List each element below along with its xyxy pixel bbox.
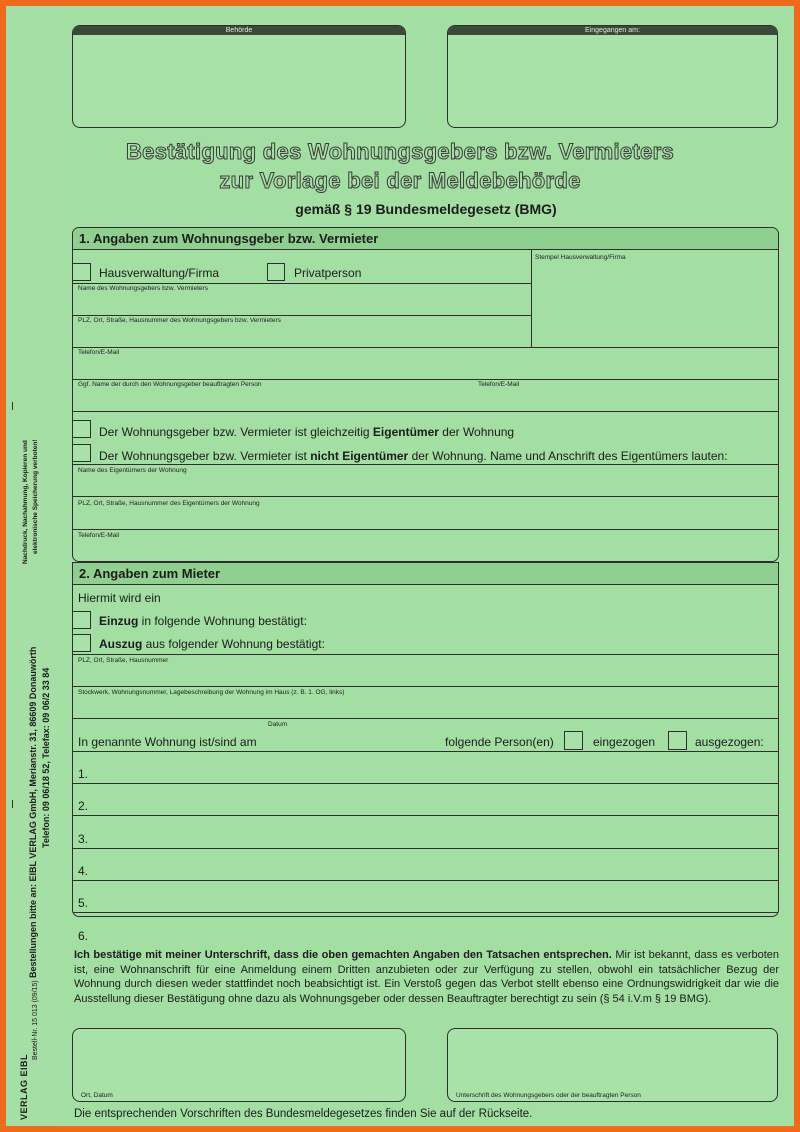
management-option-label: Hausverwaltung/Firma — [99, 266, 220, 280]
copyright-line-2: elektronische Speicherung verboten! — [32, 439, 39, 554]
title-line-2: zur Vorlage bei der Meldebehörde — [219, 168, 581, 193]
subtitle: gemäß § 19 Bundesmeldegesetz (BMG) — [295, 201, 557, 217]
received-label: Eingegangen am: — [448, 26, 777, 35]
owner-address-label: PLZ, Ort, Straße, Hausnummer des Eigentümers der Wohnung — [78, 500, 260, 507]
declaration-text: Ich bestätige mit meiner Unterschrift, dass die oben gemachten Angaben den Tatsachen entsprechen. Mir ist bekannt, dass es verboten ist, eine Wohnanschrift für eine Anmeldung einem Dritten anzubieten oder zur Verfügung zu stellen, obwohl ein tatsächlicher Bezug der Wohnung durch diesen weder stattfindet noch beabsichtigt ist. Ein Verstoß gegen das Verbot stellt ebenso eine Ordnungswidrigkeit dar wie die Ausstellung dieser Bestätigung ohne dazu als Wohnungsgeber oder dessen Beauftragter berechtigt zu sein (§ 54 i.V.m § 19 BMG). — [74, 949, 780, 1005]
divider — [73, 411, 778, 412]
divider — [73, 848, 778, 849]
person-row-3-field[interactable] — [95, 817, 778, 846]
person-row-number: 2. — [78, 799, 89, 813]
flat-floor-label: Stockwerk, Wohnungsnummer, Lagebeschreibung der Wohnung im Haus (z. B. 1. OG, links) — [78, 689, 345, 696]
flat-floor-field[interactable] — [73, 696, 778, 718]
divider — [73, 718, 778, 719]
agent-name-label: Ggf. Name der durch den Wohnungsgeber beauftragten Person — [78, 381, 262, 388]
owner-phone-label: Telefon/E-Mail — [78, 532, 120, 539]
landlord-address-label: PLZ, Ort, Straße, Hausnummer des Wohnungsgebers bzw. Vermieters — [78, 317, 281, 324]
divider — [73, 283, 531, 284]
divider — [73, 815, 778, 816]
divider — [73, 783, 778, 784]
person-row-4-field[interactable] — [95, 850, 778, 879]
copyright-line-1: Nachdruck, Nachahmung, Kopieren und — [22, 440, 29, 564]
person-row-number: 3. — [78, 832, 89, 846]
divider — [73, 379, 778, 380]
divider — [73, 654, 778, 655]
divider — [73, 496, 778, 497]
person-row-number: 6. — [78, 929, 89, 943]
landlord-name-field[interactable] — [73, 292, 531, 314]
person-row-number: 4. — [78, 864, 89, 878]
move-out-checkbox[interactable] — [73, 634, 91, 652]
order-number: Bestell-Nr. 15 013 (09/15) — [32, 980, 39, 1060]
divider — [73, 529, 778, 530]
stamp-label: Stempel Hausverwaltung/Firma — [535, 254, 626, 261]
move-in-checkbox[interactable] — [73, 611, 91, 629]
person-row-2-field[interactable] — [95, 785, 778, 814]
fold-mark — [12, 800, 13, 808]
date-label: Datum — [268, 721, 288, 728]
owner-yes-checkbox[interactable] — [73, 420, 91, 438]
authority-box[interactable] — [72, 25, 406, 128]
section-tenant-title: 2. Angaben zum Mieter — [73, 563, 778, 585]
person-row-number: 5. — [78, 896, 89, 910]
stamp-divider — [531, 250, 532, 348]
divider — [73, 686, 778, 687]
owner-yes-text: Der Wohnungsgeber bzw. Vermieter ist gleichzeitig Eigentümer der Wohnung — [99, 425, 515, 439]
footer-note: Die entsprechenden Vorschriften des Bundesmeldegesetzes finden Sie auf der Rückseite. — [74, 1108, 533, 1120]
divider — [73, 912, 778, 913]
owner-name-field[interactable] — [73, 474, 778, 496]
landlord-phone-field[interactable] — [73, 356, 778, 378]
order-line-1: Bestellungen bitte an: EIBL VERLAG GmbH, Merianstr. 31, 86609 Donauwörth — [28, 646, 38, 978]
flat-address-label: PLZ, Ort, Straße, Hausnummer — [78, 657, 169, 664]
divider — [73, 315, 531, 316]
title-line-1: Bestätigung des Wohnungsgebers bzw. Vermieters — [125, 139, 675, 164]
person-row-6-field[interactable] — [95, 914, 778, 942]
authority-label: Behörde — [73, 26, 405, 35]
management-checkbox[interactable] — [73, 263, 91, 281]
private-person-option-label: Privatperson — [294, 266, 362, 280]
place-date-box[interactable] — [72, 1028, 406, 1102]
owner-name-label: Name des Eigentümers der Wohnung — [78, 467, 187, 474]
flat-address-field[interactable] — [73, 664, 778, 686]
person-row-number: 1. — [78, 767, 89, 781]
owner-phone-field[interactable] — [73, 539, 778, 561]
divider — [73, 347, 778, 348]
order-line-2: Telefon: 09 06/18 52, Telefax: 09 06/2 33 84 — [41, 667, 51, 848]
divider — [73, 751, 778, 752]
divider — [73, 464, 778, 465]
signature-box[interactable] — [447, 1028, 778, 1102]
landlord-address-field[interactable] — [73, 324, 531, 346]
moved-out-label: ausgezogen: — [695, 735, 764, 749]
publisher-logo: VERLAG EIBL — [19, 1053, 29, 1120]
place-date-label: Ort, Datum — [81, 1092, 113, 1099]
divider — [73, 880, 778, 881]
moved-in-checkbox[interactable] — [564, 731, 583, 750]
date-field[interactable] — [265, 729, 435, 749]
tenant-intro: Hiermit wird ein — [78, 591, 161, 605]
person-row-5-field[interactable] — [95, 882, 778, 911]
agent-phone-label: Telefon/E-Mail — [478, 381, 520, 388]
fold-mark — [12, 402, 13, 410]
landlord-phone-label: Telefon/E-Mail — [78, 349, 120, 356]
landlord-name-label: Name des Wohnungsgebers bzw. Vermieters — [78, 285, 208, 292]
owner-no-checkbox[interactable] — [73, 444, 91, 462]
move-in-text: Einzug in folgende Wohnung bestätigt: — [99, 614, 307, 628]
move-out-text: Auszug aus folgender Wohnung bestätigt: — [99, 637, 325, 651]
private-person-checkbox[interactable] — [267, 263, 285, 281]
persons-mid: folgende Person(en) — [445, 735, 554, 749]
agent-name-field[interactable] — [73, 388, 778, 410]
owner-no-text: Der Wohnungsgeber bzw. Vermieter ist nicht Eigentümer der Wohnung. Name und Anschrift des Eigentümers lauten: — [99, 449, 728, 463]
received-box[interactable] — [447, 25, 778, 128]
persons-intro: In genannte Wohnung ist/sind am — [78, 735, 257, 749]
moved-out-checkbox[interactable] — [668, 731, 687, 750]
section-landlord-title: 1. Angaben zum Wohnungsgeber bzw. Vermieter — [73, 228, 778, 250]
owner-address-field[interactable] — [73, 507, 778, 529]
signature-label: Unterschrift des Wohnungsgebers oder der beauftragten Person — [456, 1092, 641, 1099]
person-row-1-field[interactable] — [95, 753, 778, 782]
moved-in-label: eingezogen — [593, 735, 656, 749]
